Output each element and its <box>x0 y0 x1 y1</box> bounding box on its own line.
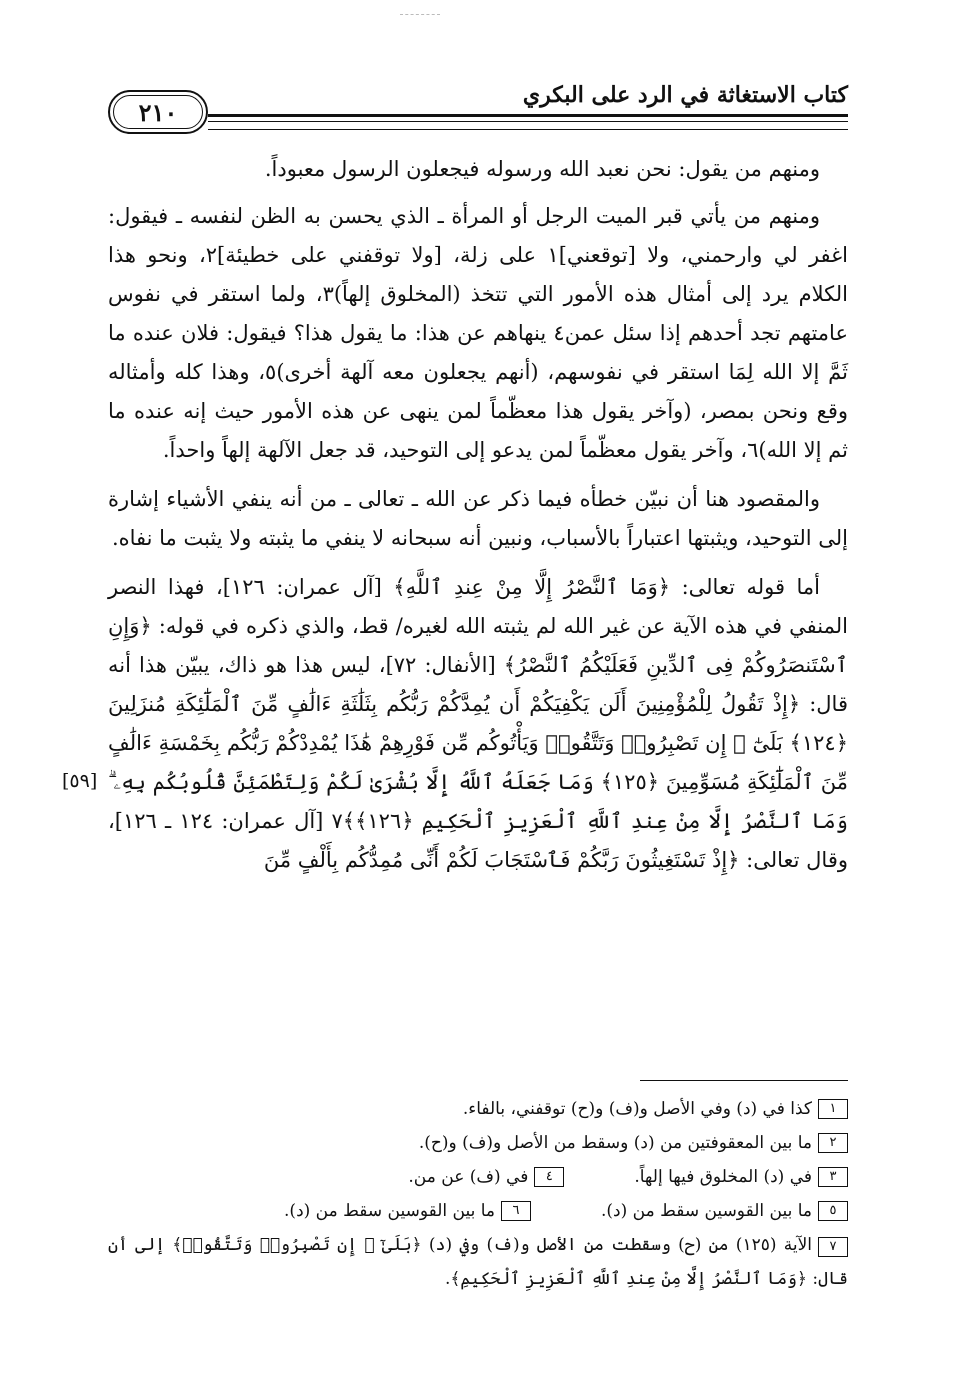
manuscript-folio-ref: [٥٩] <box>62 770 98 792</box>
footnote-6 <box>284 1194 531 1228</box>
footnote-text: ما بين المعقوفتين من (د) وسقط من الأصل و(ف) و(ح). <box>418 1133 812 1153</box>
footnote-number: ٧ <box>818 1237 848 1257</box>
footnote-text: كذا في (د) وفي الأصل و(ف) و(ح) توقفني، بالفاء. <box>462 1099 812 1119</box>
footnote-5 <box>601 1194 848 1228</box>
footnote-text: ما بين القوسين سقط من (د). <box>284 1201 496 1221</box>
footnote-2 <box>419 1126 848 1160</box>
paragraph-2: ومنهم من يأتي قبر الميت الرجل أو المرأة ـ الذي يحسن به الظن لنفسه ـ فيقول: اغفر لي وارحمني، ولا [توقعني]١ على زلة، [ولا توقفني على خطيئة]٢، ونحو هذا الكلام يرد إلى أمثال هذه الأمور التي تتخذ (المخلوق إلهاً)٣، ولما استقر في نفوس عامتهم تجد أحدهم إذا سئل عمن٤ ينهاهم عن هذا: ما يقول هذا؟ فيقول: فلان عنده ما ثَمَّ إلا الله لِمَا استقر في نفوسهم، (أنهم يجعلون معه آلهة أخرى)٥، وهذا كله وأمثاله وقع ونحن بمصر، (وآخر يقول هذا معظّماً لمن ينهى عن هذه الأمور حيث إنه عنده ما ثم إلا الله)٦، وآخر يقول معظّماً لمن يدعو إلى التوحيد، قد جعل الآلهة إلهاً واحداً. <box>108 204 849 462</box>
footnote-number: ١ <box>818 1099 848 1119</box>
footnote-text: ما بين القوسين سقط من (د). <box>601 1201 812 1221</box>
footnote-text: في (د) المخلوق فيها إلهاً. <box>634 1167 812 1187</box>
footnote-text: في (ف) عن من. <box>408 1167 529 1187</box>
footnote-number: ٦ <box>501 1201 531 1221</box>
scan-mark <box>400 14 440 17</box>
paragraph-4: أما قوله تعالى: ﴿وَمَا ٱلنَّصْرُ إِلَّا مِنْ عِندِ ٱللَّهِ﴾ [آل عمران: ١٢٦]، فهذا النصر المنفي في هذه الآية عن غير الله لم يثبته الله لغيره/ قط، والذي ذكره في قوله: ﴿وَإِنِ ٱسْتَنصَرُوكُمْ فِى ٱلدِّينِ فَعَلَيْكُمُ ٱلنَّصْرُ﴾ [الأنفال: ٧٢]، ليس هذا هو ذاك، يبيّن هذا أنه قال: ﴿إِذْ تَقُولُ لِلْمُؤْمِنِينَ أَلَن يَكْفِيَكُمْ أَن يُمِدَّكُمْ رَبُّكُم بِثَلَٰثَةِ ءَالَٰفٍ مِّنَ ٱلْمَلَٰٓئِكَةِ مُنزَلِينَ ﴿١٢٤﴾ بَلَىٰٓ ۚ إِن تَصْبِرُوا۟ وَتَتَّقُوا۟ وَيَأْتُوكُم مِّن فَوْرِهِمْ هَٰذَا يُمْدِدْكُمْ رَبُّكُم بِخَمْسَةِ ءَالَٰفٍ مِّنَ ٱلْمَلَٰٓئِكَةِ مُسَوِّمِينَ ﴿١٢٥﴾ وَمَا جَعَلَهُ ٱللَّهُ إِلَّا بُشْرَىٰ لَكُمْ وَلِتَطْمَئِنَّ قُلُوبُكُم بِهِۦ ۗ وَمَا ٱلنَّصْرُ إِلَّا مِنْ عِندِ ٱللَّهِ ٱلْعَزِيزِ ٱلْحَكِيمِ ﴿١٢٦﴾﴾٧ [آل عمران: ١٢٤ ـ ١٢٦]، وقال تعالى: ﴿إِذْ تَسْتَغِيثُونَ رَبَّكُمْ فَٱسْتَجَابَ لَكُمْ أَنِّى مُمِدُّكُم بِأَلْفٍ مِّنَ <box>108 575 848 872</box>
main-text <box>108 150 848 890</box>
footnote-row <box>108 1194 848 1228</box>
footnote-text: الآية (١٢٥) من (ح) وسقطت من الأصل و(ف) وفي (د) ﴿بَلَىٰٓ ۚ إِن تَصْبِرُوا۟ وَتَتَّقُوا۟﴾ إلى أن قال: ﴿وَمَا ٱلنَّصْرُ إِلَّا مِنْ عِندِ ٱللَّهِ ٱلْعَزِيزِ ٱلْحَكِيمِ﴾. <box>108 1235 848 1289</box>
page-header <box>108 78 848 134</box>
paragraph-3: والمقصود هنا أن نبيّن خطأه فيما ذكر عن الله ـ تعالى ـ من أنه ينفي الأشياء إشارة إلى التوحيد، ويثبتها اعتباراً بالأسباب، ونبين أنه سبحانه لا ينفي ما يثبته ولا يثبت ما نفاه. <box>108 487 848 550</box>
footnote-1 <box>463 1092 848 1126</box>
footnotes <box>108 1092 848 1296</box>
running-title: كتاب الاستغاثة في الرد على البكري <box>522 82 848 108</box>
footnote-row <box>108 1160 848 1194</box>
page-number: ٢١٠ <box>138 97 178 127</box>
footnote-7 <box>108 1228 848 1296</box>
footnote-4 <box>408 1160 564 1194</box>
footnote-rule <box>640 1080 848 1081</box>
header-rule <box>208 114 848 130</box>
footnote-row <box>108 1092 848 1126</box>
footnote-number: ٤ <box>534 1167 564 1187</box>
paragraph-1: ومنهم من يقول: نحن نعبد الله ورسوله فيجعلون الرسول معبوداً. <box>264 157 820 181</box>
footnote-number: ٥ <box>818 1201 848 1221</box>
page-number-badge <box>108 90 208 134</box>
footnote-row <box>108 1126 848 1160</box>
footnote-3 <box>634 1160 848 1194</box>
footnote-number: ٣ <box>818 1167 848 1187</box>
footnote-number: ٢ <box>818 1133 848 1153</box>
